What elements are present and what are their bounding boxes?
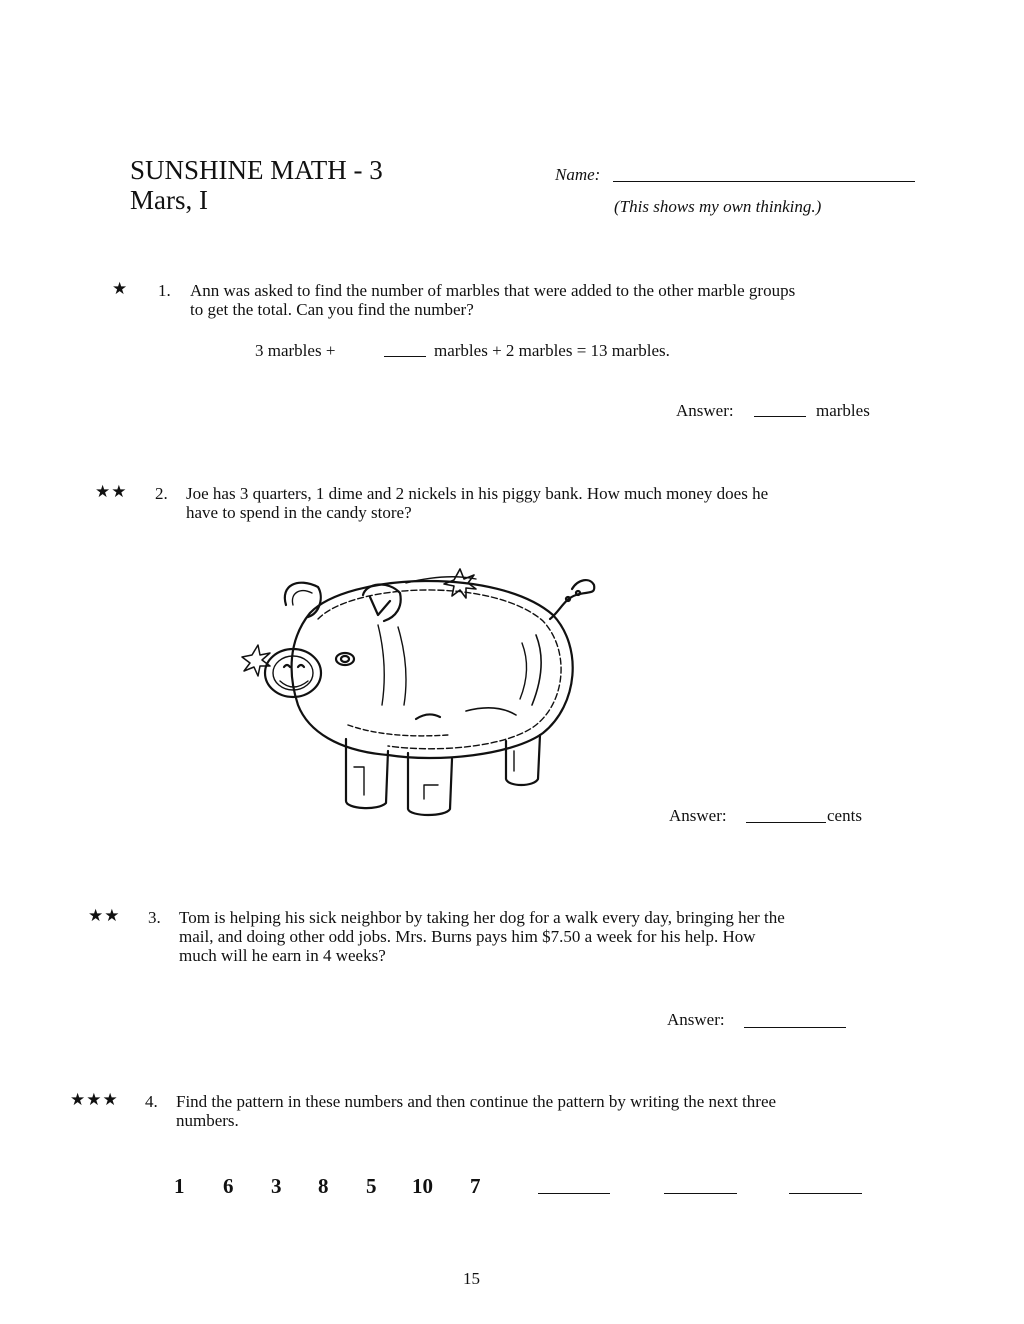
piggy-bank-icon	[238, 555, 603, 825]
sequence-number: 10	[412, 1174, 433, 1198]
problem-text: Tom is helping his sick neighbor by taking her dog for a walk every day, bringing her the	[179, 908, 785, 927]
answer-label: Answer:	[669, 806, 727, 825]
sequence-number: 7	[470, 1174, 481, 1198]
difficulty-stars: ★★	[88, 906, 121, 925]
problem-text: mail, and doing other odd jobs. Mrs. Burns pays him $7.50 a week for his help. How	[179, 927, 756, 946]
problem-number: 3.	[148, 908, 161, 927]
sequence-blank[interactable]	[664, 1193, 737, 1194]
problem-number: 4.	[145, 1092, 158, 1111]
sequence-number: 1	[174, 1174, 185, 1198]
problem-number: 2.	[155, 484, 168, 503]
worksheet-title: SUNSHINE MATH - 3	[130, 155, 383, 185]
difficulty-stars: ★	[112, 279, 129, 298]
equation-part: 3 marbles +	[255, 341, 336, 360]
problem-text: have to spend in the candy store?	[186, 503, 412, 522]
problem-text: much will he earn in 4 weeks?	[179, 946, 386, 965]
name-line[interactable]	[613, 181, 915, 182]
answer-blank[interactable]	[744, 1027, 846, 1028]
problem-text: to get the total. Can you find the number?	[190, 300, 474, 319]
difficulty-stars: ★★	[95, 482, 128, 501]
difficulty-stars: ★★★	[70, 1090, 119, 1109]
sequence-number: 5	[366, 1174, 377, 1198]
name-label: Name:	[555, 165, 601, 184]
problem-text: numbers.	[176, 1111, 239, 1130]
answer-blank[interactable]	[384, 356, 426, 357]
answer-unit: cents	[827, 806, 862, 825]
answer-label: Answer:	[676, 401, 734, 420]
answer-label: Answer:	[667, 1010, 725, 1029]
equation-part: marbles + 2 marbles = 13 marbles.	[434, 341, 670, 360]
page-number: 15	[463, 1269, 480, 1288]
answer-unit: marbles	[816, 401, 870, 420]
problem-text: Joe has 3 quarters, 1 dime and 2 nickels in his piggy bank. How much money does he	[186, 484, 769, 503]
problem-text: Find the pattern in these numbers and then continue the pattern by writing the next three	[176, 1092, 777, 1111]
answer-blank[interactable]	[754, 416, 806, 417]
own-thinking-note: (This shows my own thinking.)	[614, 197, 822, 216]
problem-text: Ann was asked to find the number of marbles that were added to the other marble groups	[190, 281, 796, 300]
sequence-number: 6	[223, 1174, 234, 1198]
answer-blank[interactable]	[746, 822, 826, 823]
sequence-blank[interactable]	[789, 1193, 862, 1194]
sequence-number: 3	[271, 1174, 282, 1198]
sequence-number: 8	[318, 1174, 329, 1198]
sequence-blank[interactable]	[538, 1193, 610, 1194]
worksheet-subtitle: Mars, I	[130, 185, 208, 215]
problem-number: 1.	[158, 281, 171, 300]
